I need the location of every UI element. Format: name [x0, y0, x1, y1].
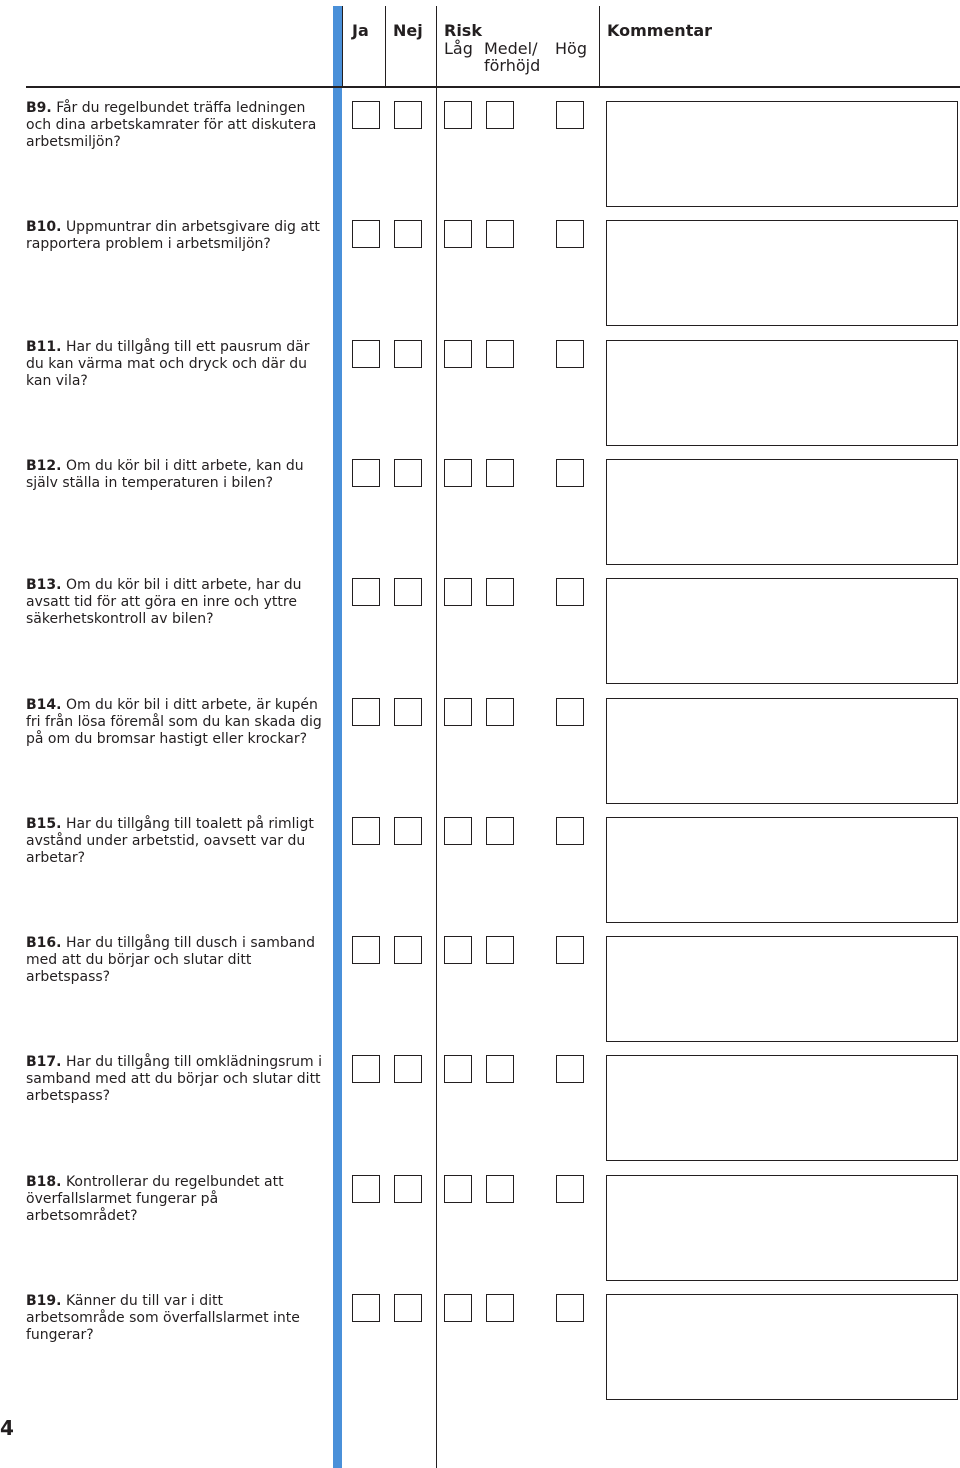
question-text: [26, 577, 326, 628]
question-body: Får du regelbundet träffa ledningen och dina arbetskamrater för att diskutera arbetsmiljön?: [26, 100, 317, 150]
header-divider-nej-risk: [436, 6, 437, 1468]
header-ja: Ja: [352, 21, 369, 40]
checkbox-risk-high[interactable]: [556, 817, 584, 845]
checkbox-risk-low[interactable]: [444, 1055, 472, 1083]
header-divider-ja-nej: [385, 6, 386, 86]
question-body: Uppmuntrar din arbetsgivare dig att rapportera problem i arbetsmiljön?: [26, 219, 320, 252]
question-code: B14.: [26, 697, 62, 713]
checkbox-nej[interactable]: [394, 936, 422, 964]
comment-field[interactable]: [606, 220, 958, 326]
checkbox-nej[interactable]: [394, 817, 422, 845]
checkbox-risk-medium[interactable]: [486, 698, 514, 726]
checkbox-risk-high[interactable]: [556, 1294, 584, 1322]
question-body: Har du tillgång till dusch i samband med att du börjar och slutar ditt arbetspass?: [26, 935, 316, 985]
checkbox-nej[interactable]: [394, 340, 422, 368]
checkbox-risk-low[interactable]: [444, 340, 472, 368]
checkbox-risk-low[interactable]: [444, 817, 472, 845]
checkbox-risk-high[interactable]: [556, 936, 584, 964]
checkbox-ja[interactable]: [352, 817, 380, 845]
question-code: B13.: [26, 577, 62, 593]
checkbox-risk-high[interactable]: [556, 698, 584, 726]
question-body: Om du kör bil i ditt arbete, kan du själv ställa in temperaturen i bilen?: [26, 458, 304, 491]
checkbox-risk-low[interactable]: [444, 1294, 472, 1322]
question-code: B17.: [26, 1054, 62, 1070]
question-code: B11.: [26, 339, 62, 355]
checkbox-nej[interactable]: [394, 698, 422, 726]
header-risk-medium: Medel/: [484, 39, 538, 58]
question-text: [26, 100, 326, 151]
comment-field[interactable]: [606, 817, 958, 923]
checkbox-risk-low[interactable]: [444, 578, 472, 606]
checkbox-risk-low[interactable]: [444, 936, 472, 964]
checkbox-risk-medium[interactable]: [486, 459, 514, 487]
checkbox-risk-low[interactable]: [444, 101, 472, 129]
checkbox-ja[interactable]: [352, 578, 380, 606]
question-body: Känner du till var i ditt arbetsområde som överfallslarmet inte fungerar?: [26, 1293, 300, 1343]
header-risk-low: Låg: [444, 39, 473, 58]
question-body: Om du kör bil i ditt arbete, är kupén fri från lösa föremål som du kan skada dig på om du bromsar hastigt eller krockar?: [26, 697, 322, 747]
blue-margin-bar: [333, 6, 342, 1468]
header-comment: Kommentar: [607, 21, 713, 40]
checkbox-risk-medium[interactable]: [486, 340, 514, 368]
checkbox-nej[interactable]: [394, 101, 422, 129]
header-risk-high: Hög: [555, 39, 587, 58]
checkbox-risk-low[interactable]: [444, 220, 472, 248]
question-text: [26, 816, 326, 867]
checkbox-ja[interactable]: [352, 459, 380, 487]
comment-field[interactable]: [606, 459, 958, 565]
checkbox-nej[interactable]: [394, 459, 422, 487]
header-risk-elevated: förhöjd: [484, 56, 541, 75]
checkbox-risk-medium[interactable]: [486, 1294, 514, 1322]
comment-field[interactable]: [606, 936, 958, 1042]
checkbox-ja[interactable]: [352, 101, 380, 129]
comment-field[interactable]: [606, 1294, 958, 1400]
checkbox-risk-low[interactable]: [444, 698, 472, 726]
question-body: Har du tillgång till toalett på rimligt avstånd under arbetstid, oavsett var du arbetar?: [26, 816, 314, 866]
checkbox-risk-medium[interactable]: [486, 1055, 514, 1083]
question-text: [26, 339, 326, 390]
question-body: Kontrollerar du regelbundet att överfallslarmet fungerar på arbetsområdet?: [26, 1174, 284, 1224]
checkbox-ja[interactable]: [352, 340, 380, 368]
page-number: 4: [0, 1416, 14, 1440]
checkbox-risk-low[interactable]: [444, 1175, 472, 1203]
checkbox-risk-medium[interactable]: [486, 1175, 514, 1203]
question-code: B16.: [26, 935, 62, 951]
question-text: [26, 1054, 326, 1105]
checkbox-risk-medium[interactable]: [486, 220, 514, 248]
question-text: [26, 1174, 326, 1225]
comment-field[interactable]: [606, 1055, 958, 1161]
checkbox-nej[interactable]: [394, 220, 422, 248]
checkbox-risk-medium[interactable]: [486, 936, 514, 964]
question-code: B12.: [26, 458, 62, 474]
checkbox-nej[interactable]: [394, 578, 422, 606]
header-divider-risk-kommentar: [599, 6, 600, 86]
checkbox-risk-high[interactable]: [556, 220, 584, 248]
checkbox-ja[interactable]: [352, 936, 380, 964]
question-code: B9.: [26, 100, 52, 116]
question-text: [26, 219, 326, 253]
question-code: B15.: [26, 816, 62, 832]
checkbox-ja[interactable]: [352, 1175, 380, 1203]
question-text: [26, 1293, 326, 1344]
checkbox-risk-medium[interactable]: [486, 578, 514, 606]
question-text: [26, 458, 326, 492]
checkbox-risk-high[interactable]: [556, 459, 584, 487]
header-bottom-rule: [26, 86, 960, 88]
checkbox-nej[interactable]: [394, 1294, 422, 1322]
comment-field[interactable]: [606, 1175, 958, 1281]
question-body: Har du tillgång till omklädningsrum i samband med att du börjar och slutar ditt arbetspass?: [26, 1054, 322, 1104]
checkbox-risk-medium[interactable]: [486, 817, 514, 845]
header-risk: Risk: [444, 21, 482, 40]
checkbox-ja[interactable]: [352, 220, 380, 248]
header-nej: Nej: [393, 21, 423, 40]
checkbox-risk-high[interactable]: [556, 1175, 584, 1203]
checkbox-ja[interactable]: [352, 1294, 380, 1322]
checkbox-risk-high[interactable]: [556, 101, 584, 129]
checkbox-risk-low[interactable]: [444, 459, 472, 487]
header-top-rule: [342, 6, 343, 86]
question-code: B19.: [26, 1293, 62, 1309]
checkbox-nej[interactable]: [394, 1055, 422, 1083]
question-body: Om du kör bil i ditt arbete, har du avsatt tid för att göra en inre och yttre säkerhetskontroll av bilen?: [26, 577, 302, 627]
question-text: [26, 935, 326, 986]
checkbox-ja[interactable]: [352, 1055, 380, 1083]
checkbox-nej[interactable]: [394, 1175, 422, 1203]
checkbox-risk-high[interactable]: [556, 578, 584, 606]
question-text: [26, 697, 326, 748]
checkbox-risk-medium[interactable]: [486, 101, 514, 129]
comment-field[interactable]: [606, 698, 958, 804]
question-code: B10.: [26, 219, 62, 235]
checkbox-risk-high[interactable]: [556, 340, 584, 368]
question-code: B18.: [26, 1174, 62, 1190]
comment-field[interactable]: [606, 340, 958, 446]
comment-field[interactable]: [606, 101, 958, 207]
question-body: Har du tillgång till ett pausrum där du kan värma mat och dryck och där du kan vila?: [26, 339, 310, 389]
comment-field[interactable]: [606, 578, 958, 684]
checkbox-risk-high[interactable]: [556, 1055, 584, 1083]
checkbox-ja[interactable]: [352, 698, 380, 726]
